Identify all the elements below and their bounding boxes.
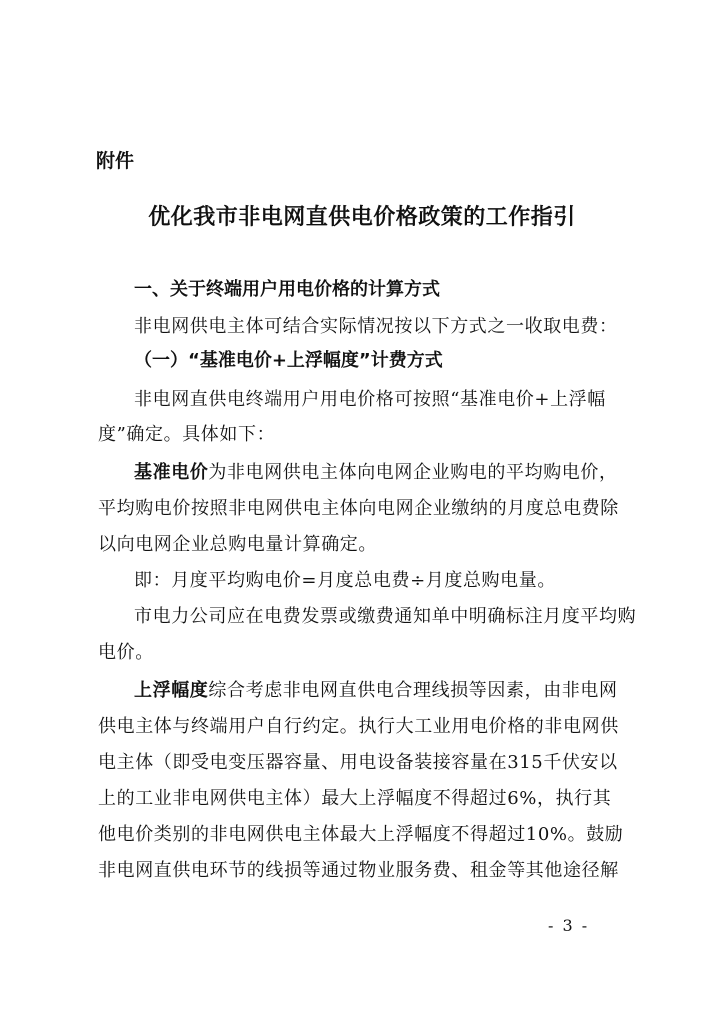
page-number: - 3 - [548, 916, 590, 935]
formula-line: 即：月度平均购电价=月度总电费÷月度总购电量。 [134, 570, 556, 591]
attachment-label: 附件 [96, 150, 135, 172]
paragraph-text: 综合考虑非电网直供电合理线损等因素，由非电网 [208, 680, 618, 701]
paragraph-line: 上的工业非电网供电主体）最大上浮幅度不得超过6%，执行其 [98, 788, 612, 809]
paragraph-line [134, 458, 618, 484]
paragraph-line: 以向电网企业总购电量计算确定。 [98, 534, 377, 555]
paragraph-line: 供电主体与终端用户自行约定。执行大工业用电价格的非电网供 [98, 716, 619, 737]
section-heading: 一、关于终端用户用电价格的计算方式 [134, 279, 440, 300]
paragraph-line [134, 676, 618, 702]
paragraph-line: 平均购电价按照非电网供电主体向电网企业缴纳的月度总电费除 [98, 498, 619, 519]
paragraph-line: 电主体（即受电变压器容量、用电设备装接容量在315千伏安以 [98, 752, 618, 773]
paragraph-line: 非电网直供电环节的线损等通过物业服务费、租金等其他途径解 [98, 860, 619, 881]
paragraph-line: 他电价类别的非电网供电主体最大上浮幅度不得超过10%。鼓励 [98, 824, 624, 845]
subsection-heading: （一）“基准电价+上浮幅度”计费方式 [134, 350, 443, 371]
paragraph-text: 为非电网供电主体向电网企业购电的平均购电价， [208, 462, 618, 483]
markup-term: 上浮幅度 [134, 680, 209, 701]
base-price-term: 基准电价 [134, 462, 209, 483]
section-intro: 非电网供电主体可结合实际情况按以下方式之一收取电费： [134, 316, 618, 337]
paragraph-line: 非电网直供电终端用户用电价格可按照“基准电价+上浮幅 [134, 389, 606, 410]
paragraph-line: 市电力公司应在电费发票或缴费通知单中明确标注月度平均购 [134, 606, 637, 627]
paragraph-line: 电价。 [98, 642, 154, 663]
paragraph-line: 度”确定。具体如下： [98, 424, 276, 445]
document-title: 优化我市非电网直供电价格政策的工作指引 [148, 205, 576, 230]
